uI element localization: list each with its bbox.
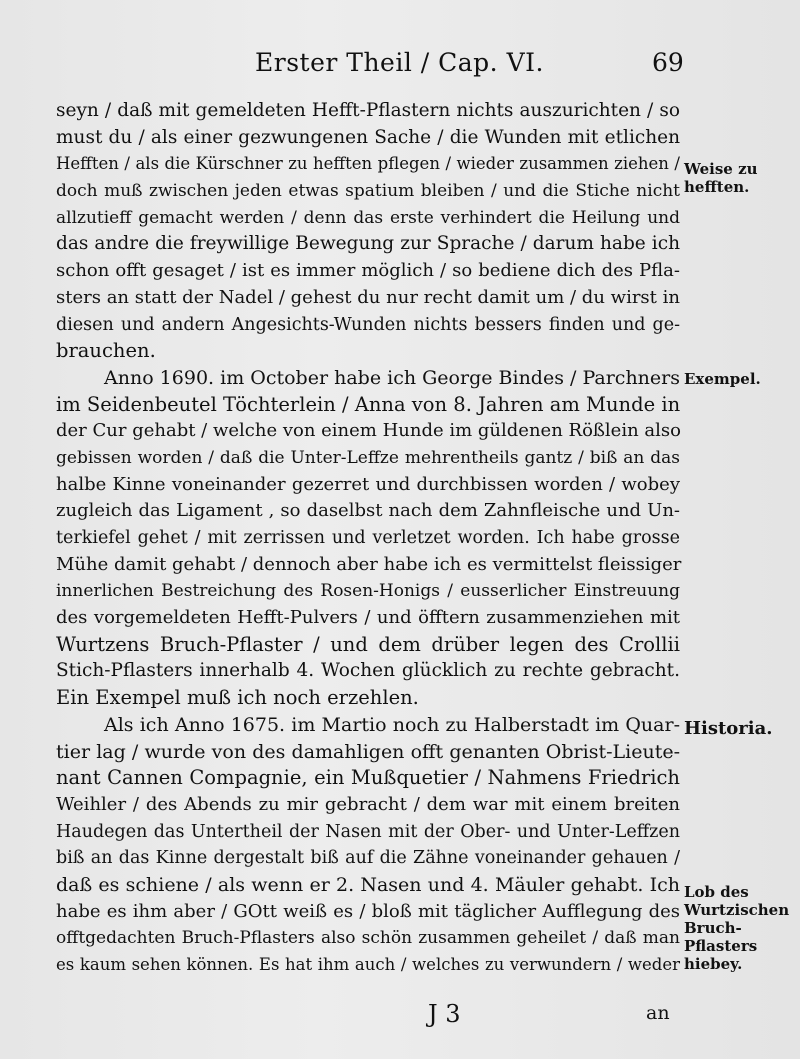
text-line: Ein Exempel muß ich noch erzehlen. bbox=[56, 686, 419, 710]
text-line: doch muß zwischen jeden etwas spatium bleiben / und die Stiche nicht bbox=[56, 181, 680, 202]
text-line: innerlichen Bestreichung des Rosen-Honigs / eusserlicher Einstreuung bbox=[56, 581, 680, 602]
body-text bbox=[56, 98, 680, 979]
margin-note-historia: Historia. bbox=[684, 718, 773, 739]
margin-note-weise: Weise zu hefften. bbox=[684, 160, 758, 196]
text-line: offtgedachten Bruch-Pflasters also schön zusammen geheilet / daß man bbox=[56, 928, 680, 949]
text-line: Weihler / des Abends zu mir gebracht / dem war mit einem breiten bbox=[56, 793, 680, 815]
margin-note-lob: Lob des Wurtzischen Bruch-Pflasters hiebey. bbox=[684, 883, 790, 973]
margin-note-exempel: Exempel. bbox=[684, 370, 761, 388]
text-line: halbe Kinne voneinander gezerret und durchbissen worden / wobey bbox=[56, 473, 680, 495]
text-line: Als ich Anno 1675. im Martio noch zu Halberstadt im Quar- bbox=[104, 713, 680, 736]
text-line: Mühe damit gehabt / dennoch aber habe ich es vermittelst fleissiger bbox=[56, 553, 682, 575]
text-line: des vorgemeldeten Hefft-Pulvers / und öfftern zusammenziehen mit bbox=[56, 607, 680, 629]
page-header bbox=[0, 44, 800, 84]
text-line: habe es ihm aber / GOtt weiß es / bloß mit täglicher Aufflegung des bbox=[56, 900, 680, 922]
text-line: tier lag / wurde von des damahligen offt genanten Obrist-Lieute- bbox=[56, 740, 680, 763]
page-footer bbox=[0, 1000, 800, 1040]
text-line: Anno 1690. im October habe ich George Bindes / Parchners bbox=[104, 366, 680, 389]
text-line: es kaum sehen können. Es hat ihm auch / welches zu verwundern / weder bbox=[56, 955, 680, 974]
catchword: an bbox=[646, 1002, 670, 1024]
text-line: allzutieff gemacht werden / denn das erste verhindert die Heilung und bbox=[56, 207, 680, 228]
page-number: 69 bbox=[652, 48, 684, 77]
text-line: biß an das Kinne dergestalt biß auf die Zähne voneinander gehauen / bbox=[56, 848, 680, 869]
text-line: im Seidenbeutel Töchterlein / Anna von 8. Jahren am Munde in bbox=[56, 392, 681, 416]
text-line: daß es schiene / als wenn er 2. Nasen und 4. Mäuler gehabt. Ich bbox=[56, 873, 680, 896]
text-line: nant Cannen Compagnie, ein Mußquetier / Nahmens Friedrich bbox=[56, 766, 680, 790]
text-line: schon offt gesaget / ist es immer möglich / so bediene dich des Pfla- bbox=[56, 260, 680, 282]
text-line: gebissen worden / daß die Unter-Leffze mehrentheils gantz / biß an das bbox=[56, 447, 680, 468]
running-head: Erster Theil / Cap. VI. bbox=[255, 48, 544, 77]
text-line: brauchen. bbox=[56, 339, 156, 363]
text-line: Hefften / als die Kürschner zu hefften pflegen / wieder zusammen ziehen / bbox=[56, 154, 680, 174]
text-line: seyn / daß mit gemeldeten Hefft-Pflastern nichts auszurichten / so bbox=[56, 100, 680, 121]
text-line: Wurtzens Bruch-Pflaster / und dem drüber legen des Crollii bbox=[56, 632, 680, 656]
text-line: diesen und andern Angesichts-Wunden nichts bessers finden und ge- bbox=[56, 314, 680, 335]
text-line: must du / als einer gezwungenen Sache / die Wunden mit etlichen bbox=[56, 126, 680, 148]
text-line: das andre die freywillige Bewegung zur Sprache / darum habe ich bbox=[56, 233, 680, 255]
text-line: sters an statt der Nadel / gehest du nur recht damit um / du wirst in bbox=[56, 286, 680, 308]
text-line: der Cur gehabt / welche von einem Hunde im güldenen Rößlein also bbox=[56, 420, 681, 442]
text-line: Haudegen das Untertheil der Nasen mit der Ober- und Unter-Leffzen bbox=[56, 821, 680, 842]
text-line: zugleich das Ligament , so daselbst nach dem Zahnfleische und Un- bbox=[56, 500, 680, 522]
signature-mark: J 3 bbox=[428, 1000, 461, 1028]
text-line: terkiefel gehet / mit zerrissen und verletzet worden. Ich habe grosse bbox=[56, 528, 680, 548]
text-line: Stich-Pflasters innerhalb 4. Wochen glücklich zu rechte gebracht. bbox=[56, 660, 680, 682]
